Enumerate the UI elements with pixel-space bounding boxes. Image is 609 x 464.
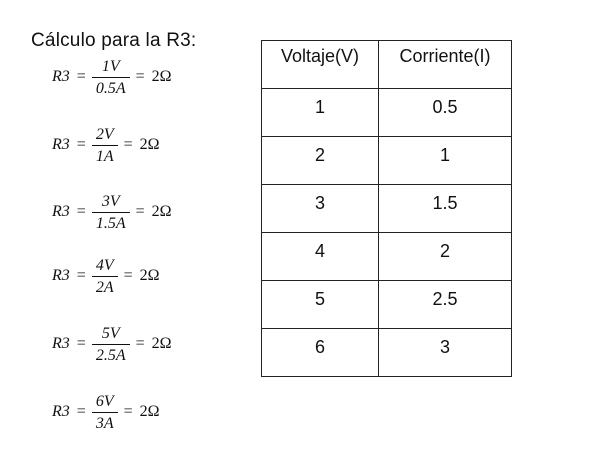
table-row [262, 137, 512, 185]
fraction [93, 257, 117, 296]
equation-lhs: R3 [52, 68, 70, 85]
fraction [93, 193, 129, 232]
voltage-cell: 2 [262, 137, 379, 185]
equation-result: 2Ω [151, 203, 172, 220]
current-cell: 0.5 [379, 89, 512, 137]
numerator: 1V [101, 57, 120, 75]
current-cell: 1 [379, 137, 512, 185]
numerator: 3V [101, 192, 120, 210]
current-cell: 2 [379, 233, 512, 281]
fraction [93, 126, 117, 165]
numerator: 4V [95, 256, 114, 274]
table-row [262, 89, 512, 137]
equation-5: R3 = $\frac{5V}{2.5A}$ = 2Ω [52, 324, 172, 364]
fraction [93, 393, 117, 432]
table-row [262, 233, 512, 281]
table-row [262, 329, 512, 377]
equation-3: R3 = $\frac{3V}{1.5A}$ = 2Ω [52, 192, 172, 232]
voltage-cell: 3 [262, 185, 379, 233]
numerator: 6V [95, 392, 114, 410]
fraction [93, 58, 129, 97]
equation-result: 2Ω [151, 68, 172, 85]
column-header-current: Corriente(I) [379, 41, 512, 89]
denominator: 1A [92, 145, 118, 165]
table-row [262, 281, 512, 329]
equation-1: R3 = $\frac{1V}{0.5A}$ = 2Ω [52, 57, 172, 97]
denominator: 0.5A [92, 77, 130, 97]
equation-lhs: R3 [52, 335, 70, 352]
equation-result: 2Ω [139, 403, 160, 420]
column-header-voltage: Voltaje(V) [262, 41, 379, 89]
denominator: 2.5A [92, 344, 130, 364]
equation-lhs: R3 [52, 403, 70, 420]
voltage-cell: 6 [262, 329, 379, 377]
equation-result: 2Ω [139, 267, 160, 284]
voltage-cell: 5 [262, 281, 379, 329]
equation-2: R3 = $\frac{2V}{1A}$ = 2Ω [52, 125, 160, 165]
current-cell: 3 [379, 329, 512, 377]
table-header-row [262, 41, 512, 89]
page-title: Cálculo para la R3: [31, 30, 197, 51]
voltage-cell: 1 [262, 89, 379, 137]
numerator: 2V [95, 125, 114, 143]
equation-lhs: R3 [52, 136, 70, 153]
equation-4: R3 = $\frac{4V}{2A}$ = 2Ω [52, 256, 160, 296]
current-cell: 1.5 [379, 185, 512, 233]
numerator: 5V [101, 324, 120, 342]
denominator: 2A [92, 276, 118, 296]
voltage-cell: 4 [262, 233, 379, 281]
table-row [262, 185, 512, 233]
fraction [93, 325, 129, 364]
equation-6: R3 = $\frac{6V}{3A}$ = 2Ω [52, 392, 160, 432]
equation-lhs: R3 [52, 203, 70, 220]
denominator: 3A [92, 412, 118, 432]
equation-result: 2Ω [139, 136, 160, 153]
voltage-current-table [261, 40, 512, 377]
equation-lhs: R3 [52, 267, 70, 284]
current-cell: 2.5 [379, 281, 512, 329]
denominator: 1.5A [92, 212, 130, 232]
equation-result: 2Ω [151, 335, 172, 352]
